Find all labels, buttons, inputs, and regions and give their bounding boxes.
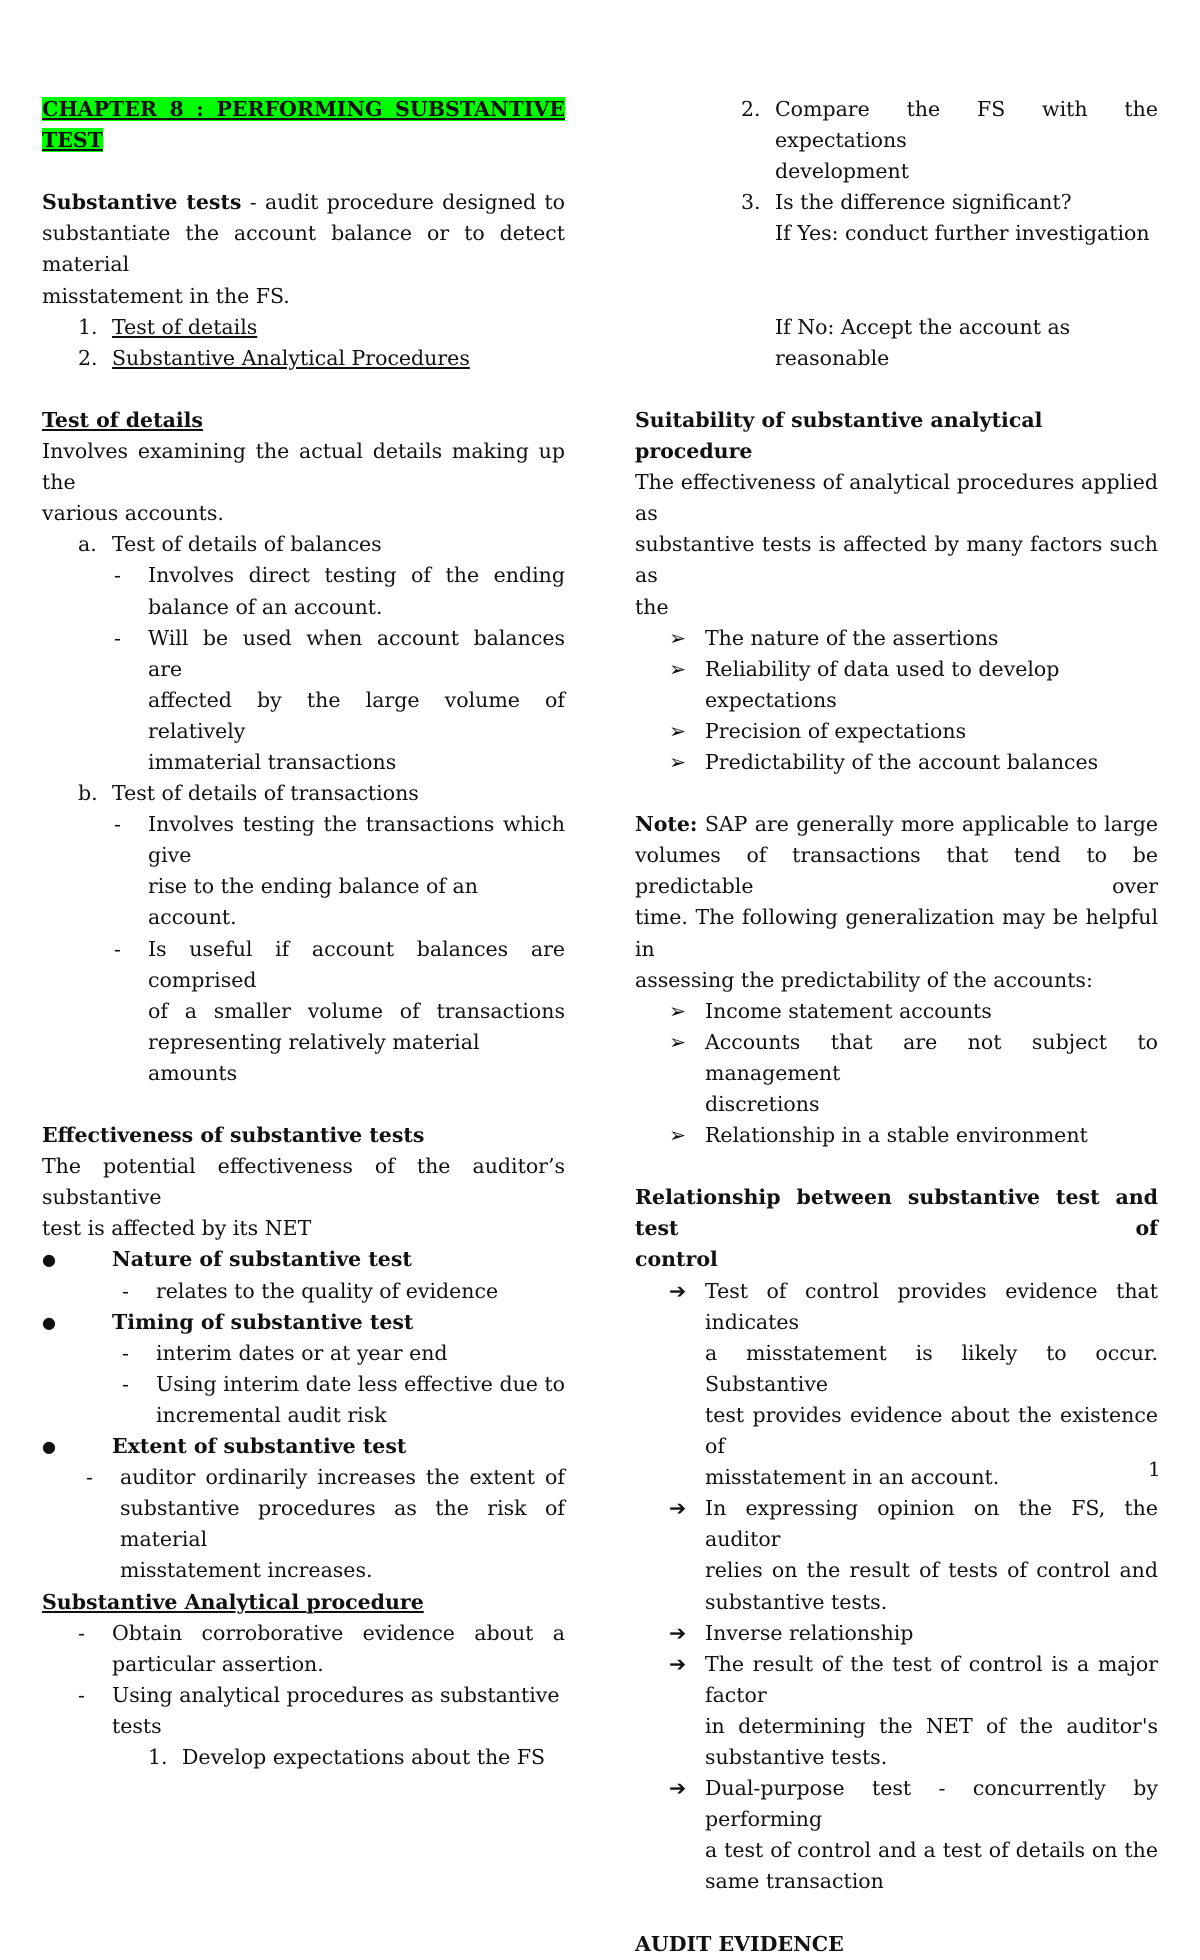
- note-line4: assessing the predictability of the accounts:: [635, 967, 1093, 992]
- tod-line2: various accounts.: [42, 501, 224, 526]
- list-item: - relates to the quality of evidence: [122, 1278, 499, 1303]
- definition-line3: misstatement in the FS.: [42, 283, 290, 308]
- list-item: ● Extent of substantive test: [42, 1434, 407, 1459]
- definition-line2: substantiate the account balance or to detect material: [42, 221, 565, 277]
- list-item: 2. Substantive Analytical Procedures: [78, 345, 470, 370]
- effectiveness-line2: test is affected by its NET: [42, 1216, 312, 1241]
- list-item: ➔ Test of control provides evidence that indicates a misstatement is likely to occur. Substantive test provides evidence about the existence of misstatement in an account.: [669, 1278, 1158, 1490]
- list-item: ➢ The nature of the assertions: [669, 625, 999, 650]
- list-item: 2. Compare the FS with the expectations development: [741, 97, 1158, 184]
- list-item: - Involves direct testing of the ending balance of an account.: [114, 563, 565, 619]
- audit-evidence-heading: AUDIT EVIDENCE: [635, 1931, 844, 1956]
- list-item: ● Timing of substantive test: [42, 1309, 414, 1334]
- list-item: 1. Test of details: [78, 314, 258, 339]
- list-item: - Involves testing the transactions which give rise to the ending balance of an account.: [114, 812, 565, 930]
- list-item: ➢ Accounts that are not subject to management discretions: [669, 1029, 1158, 1116]
- list-item: - Using analytical procedures as substantive tests: [78, 1682, 560, 1738]
- list-item: - Obtain corroborative evidence about a particular assertion.: [78, 1620, 565, 1676]
- suitability-heading: Suitability of substantive analytical procedure: [635, 407, 1043, 464]
- list-item: 3. Is the difference significant? If Yes: conduct further investigation If No: Accept the account as reasonable: [741, 190, 1150, 370]
- suitability-line2: substantive tests is affected by many factors such as: [635, 532, 1158, 588]
- relationship-heading-line2: control: [635, 1247, 718, 1272]
- definition-line1: Substantive tests - audit procedure designed to: [42, 190, 565, 215]
- tod-heading: Test of details: [42, 407, 203, 432]
- suitability-line1: The effectiveness of analytical procedures applied as: [635, 470, 1158, 526]
- list-item: ➔ Inverse relationship: [669, 1620, 914, 1645]
- list-item: 1. Develop expectations about the FS: [148, 1744, 546, 1769]
- list-item: ➢ Precision of expectations: [669, 718, 967, 743]
- list-item: - Using interim date less effective due to incremental audit risk: [122, 1371, 565, 1427]
- right-column: [635, 94, 1158, 1960]
- list-item: a. Test of details of balances: [78, 532, 382, 557]
- list-item: ➢ Predictability of the account balances: [669, 749, 1099, 774]
- list-item: - interim dates or at year end: [122, 1340, 448, 1365]
- list-item: ➢ Relationship in a stable environment: [669, 1123, 1088, 1148]
- list-item: ➢ Reliability of data used to develop expectations: [669, 656, 1060, 712]
- chapter-title-line1: CHAPTER 8 : PERFORMING SUBSTANTIVE: [42, 97, 565, 121]
- left-column: [42, 94, 565, 1773]
- note-line3: time. The following generalization may be helpful in: [635, 905, 1158, 961]
- suitability-line3: the: [635, 594, 669, 619]
- list-item: ● Nature of substantive test: [42, 1247, 412, 1272]
- sap-heading: Substantive Analytical procedure: [42, 1589, 424, 1614]
- chapter-title-line2: TEST: [42, 128, 103, 153]
- list-item: ➢ Income statement accounts: [669, 998, 992, 1023]
- list-item: - Will be used when account balances are affected by the large volume of relatively immaterial transactions: [114, 625, 565, 774]
- relationship-heading-line1: Relationship between substantive test and test of: [635, 1185, 1158, 1241]
- list-item: ➔ In expressing opinion on the FS, the auditor relies on the result of tests of control and substantive tests.: [669, 1496, 1158, 1614]
- list-item: - auditor ordinarily increases the extent of substantive procedures as the risk of material misstatement increases.: [86, 1465, 565, 1583]
- note-line2: volumes of transactions that tend to be predictable over: [635, 843, 1158, 899]
- list-item: ➔ Dual-purpose test - concurrently by performing a test of control and a test of details on the same transaction: [669, 1776, 1158, 1894]
- effectiveness-line1: The potential effectiveness of the auditor’s substantive: [42, 1154, 565, 1210]
- effectiveness-heading: Effectiveness of substantive tests: [42, 1123, 425, 1148]
- tod-line1: Involves examining the actual details making up the: [42, 439, 565, 495]
- page-number: 1: [1148, 1457, 1161, 1481]
- list-item: ➔ The result of the test of control is a major factor in determining the NET of the auditor's substantive tests.: [669, 1651, 1158, 1769]
- list-item: b. Test of details of transactions: [78, 781, 419, 806]
- note-line1: Note: SAP are generally more applicable to large: [635, 812, 1158, 837]
- list-item: - Is useful if account balances are comprised of a smaller volume of transactions representing relatively material amounts: [114, 936, 565, 1085]
